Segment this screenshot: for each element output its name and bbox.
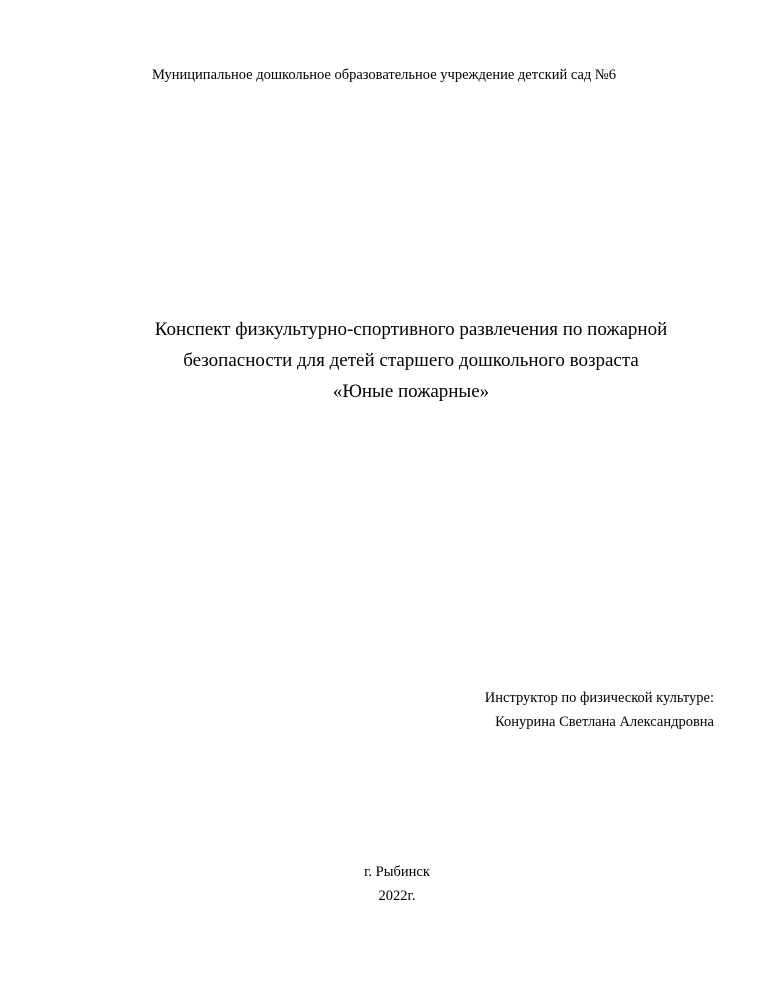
year-label: 2022г. — [378, 888, 416, 904]
author-role: Инструктор по физической культуре: — [484, 690, 714, 706]
author-name: Конурина Светлана Александровна — [495, 714, 714, 730]
footer-block — [0, 860, 768, 908]
document-title — [0, 314, 768, 407]
title-line-2: безопасности для детей старшего дошкольного возраста — [183, 350, 639, 371]
city-label: г. Рыбинск — [364, 864, 430, 880]
title-line-3: «Юные пожарные» — [332, 381, 490, 402]
institution-name: Муниципальное дошкольное образовательное учреждение детский сад №6 — [151, 67, 616, 83]
title-line-1: Конспект физкультурно-спортивного развлечения по пожарной — [154, 319, 668, 340]
author-block — [485, 686, 714, 734]
